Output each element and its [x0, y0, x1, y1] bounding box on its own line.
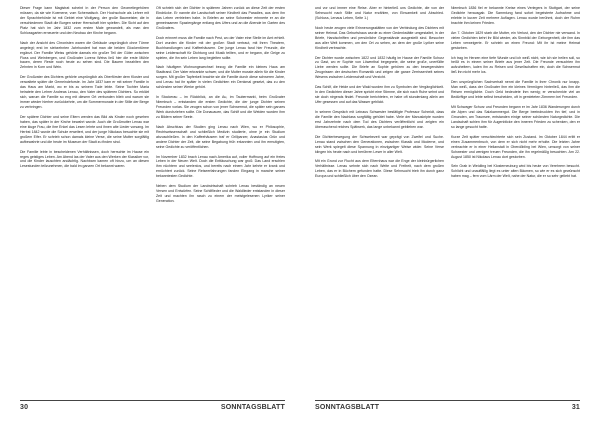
paragraph: Doch erinnert muss die Familie nach Pest, wo der Vater eine Stelle im Amt erhielt. Dort wurden die Kinder mit der großen Stadt vertraut, mit ihren Theatern, Buchhandlungen und Kaffeehäusern. Der junge Lenau fand hier Freunde, die seine Leidenschaft für Dichtung und Musik teilten, und er begann, die Geige zu spielen, die ihn sein Leben lang begleiten sollte.	[156, 35, 285, 60]
paragraph: Das Schilf, die Heide und der Wald wurden ihm zu Symbolen der Vergänglichkeit. In den Gedichten dieser Jahre spricht eine Stimme, die sich nach Ruhe sehnt und sie doch nirgends findet. Freunde berichteten, er habe oft stundenlang allein am Ufer gesessen und auf das Wasser geblickt.	[315, 85, 444, 105]
paragraph: Oft schrieb sich der Dichter in späteren Jahren zurück an diese Zeit der ersten Eindrücke. Er nannte die Landschaft seiner Kindheit das Paradies, aus dem ihn das Leben vertrieben habe. In Briefen an seine Schwester erinnerte er an die gemeinsamen Spaziergänge entlang des Ufers und an die Abende im Garten des Großvaters.	[156, 6, 285, 30]
paragraph: und vor und immer eine Reise. Aber er hinterließ uns Gedichte, die von der Sehnsucht nach Stille und Natur erzählen, von Einsamkeit und Abschied. (Schluss, Lenaus Leben, Seite 1.)	[315, 6, 444, 20]
left-running-title: SONNTAGSBLATT	[220, 404, 285, 411]
left-page-column-2	[156, 6, 285, 396]
paragraph: Noch heute zeugen viele Erinnerungsstätten von der Verbindung des Dichters mit seiner Heimat. Das Geburtshaus wurde zu einer Gedenkstätte umgestaltet, in der Briefe, Handschriften und persönliche Gegenstände ausgestellt sind. Besucher aus aller Welt kommen, um den Ort zu sehen, an dem der große Lyriker seine Kindheit verbrachte.	[315, 25, 444, 50]
paragraph: Sein Grab in Weidling bei Klosterneuburg wird bis heute von Verehrern besucht. Schlicht und unauffällig liegt es unter alten Bäumen, so wie er es sich gewünscht haben mag – fern vom Lärm der Welt, nahe der Natur, die er so sehr geliebt hat.	[451, 164, 580, 179]
paragraph: Der Großvater des Dichters gehörte ursprünglich als Oberförster dem Kloster und verwaltete später die Gemeindeforste. Im Jahr 1837 kam er mit seiner Familie in das Haus am Markt, wo er bis zu seinem Tode lebte. Seine Tochter Maria heiratete den Lehrer Andreas Lenau, den Vater des späteren Dichters. So erklärt sich, warum die Familie so eng mit diesem Ort verbunden blieb und warum sie immer wieder hierher zurückkehrte, um die Sommermonate in der Stille der Berge zu verbringen.	[20, 75, 149, 110]
paragraph: In Stockerau – im Rückblick, an die Au, im Taubermarkt, beim Großvater Niembsch – entstanden die ersten Gedichte, die der junge Dichter seinen Freunden vorlas. Sie zeugen schon von jener Schwermut, die später sein ganzes Werk durchziehen sollte. Die Donauauen, das Schilf und die Weiden wurden ihm zu Bildern seiner Seele.	[156, 95, 285, 119]
paragraph: Nach der Ansicht des Chronisten waren die Gebäude ursprünglich ohne Türme angelegt; erst im siebzehnten Jahrhundert hat man die beiden Glockentürme ergänzt. Der Familie Weiss gehörte damals ein großer Teil der Güter zwischen Fluss und Weinbergen, und Großvater Lorenz Weiss ließ hier die erste Mühle bauen, deren Reste noch heute zu sehen sind. Die Bauern bezahlten den Zehnten in Korn und Wein.	[20, 40, 149, 70]
paragraph: Nach Abschluss der Studien ging Lenau nach Wien, wo er Philosophie, Rechtswissenschaft und schließlich Medizin studierte, ohne je ein Studium abzuschließen. In den Kaffeehäusern traf er Grillparzer, Anastasius Grün und andere Dichter der Zeit, die seine Begabung früh erkannten und ihn ermutigten, seine Gedichte zu veröffentlichen.	[156, 124, 285, 149]
paragraph: Der Dichter wurde zwischen 1822 und 1832 häufig im Hause der Familie Schurz zu Gast, wo er Sophie von Löwenthal begegnete, die seine große, unerfüllte Liebe werden sollte. Die Briefe an Sophie gehören zu den bewegendsten Zeugnissen der deutschen Romantik und zeigen die ganze Zerrissenheit seines Wesens zwischen Leidenschaft und Verzicht.	[315, 55, 444, 80]
right-page-column-1	[315, 6, 444, 396]
right-page-column-2	[451, 6, 580, 396]
paragraph: Im November 1832 brach Lenau nach Amerika auf, voller Hoffnung auf ein freies Leben in der Neuen Welt. Doch die Enttäuschung war groß: Das Land erschien ihm nüchtern und seelenlos, und bereits nach einem Jahr kehrte er krank und ernüchtert zurück. Seine Reiseerfahrungen fanden Eingang in manche seiner bekanntesten Gedichte.	[156, 154, 285, 179]
paragraph: Die Familie lebte in bescheidenen Verhältnissen, doch herrschte im Hause ein reges geistiges Leben. Am Abend las der Vater aus den Werken der Klassiker vor, und die Kinder lauschten andächtig. Nachbarn kamen oft hinzu, um an diesen Lesestunden teilzunehmen, die bald im ganzen Ort bekannt waren.	[20, 149, 149, 169]
left-page-column-1	[20, 6, 149, 396]
paragraph: Den ursprünglichen Sachverhalt nennt die Familie in ihrer Chronik nur knapp. Man weiß, dass der Großvater ihm ein kleines Vermögen hinterließ, das ihm die Reisen ermöglichte. Doch Geld bedeutete ihm wenig; er verschenkte viel an Bedürftige und lebte selbst bescheiden, oft in gemieteten Zimmern bei Freunden.	[451, 80, 580, 100]
paragraph: Kurze Zeit später verschlechterte sich sein Zustand. Im Oktober 1844 erlitt er einen Zusammenbruch, von dem er sich nicht mehr erholte. Die letzten Jahre verbrachte er in einer Heilanstalt in Oberdöbling bei Wien, umsorgt von seiner Schwester und wenigen treuen Freunden, die ihn regelmäßig besuchten. Am 22. August 1850 ist Nikolaus Lenau dort gestorben.	[451, 134, 580, 159]
paragraph: Mit ein Grund zur Flucht aus dem Elternhaus war die Enge der kleinbürgerlichen Verhältnisse. Lenau sehnte sich nach Weite und Freiheit, nach dem großen Leben, das er in Büchern gefunden hatte. Diese Sehnsucht trieb ihn durch ganz Europa und schließlich über den Ozean.	[315, 159, 444, 179]
paragraph: Niembsch 1836 fiel er bekannte Kreise eines Verlegers in Stuttgart, der seine Gedichte herausgab. Die Sammlung fand sofort begeisterte Aufnahme und erlebte in kurzer Zeit mehrere Auflagen. Lenau wurde berühmt, doch der Ruhm brachte ihm keinen Frieden.	[451, 6, 580, 25]
paragraph: Der spätere Dichter und seine Eltern werden das Bild als Kinder noch gesehen haben, das später in der Kirche bewahrt wurde. Auch die Großmutter Lenau war eine kluge Frau, die ihre Enkel das Lesen lehrte und ihnen alte Lieder vorsang. Im Herbst 1842 wurde die Schule erweitert, und der junge Nikolaus besuchte sie mit großem Eifer. Er schrieb schon damals kleine Verse, die seine Mutter sorgfältig aufbewahrte und die heute im Museum der Stadt zu finden sind.	[20, 114, 149, 144]
right-running-title: SONNTAGSBLATT	[315, 404, 380, 411]
paragraph: Neben dem Studium der Landwirtschaft schrieb Lenau beständig an neuen Versen und Entwürfen. Seine Schilflieder und die Waldlieder entstanden in dieser Zeit und machten ihn rasch zu einem der meistgelesenen Lyriker seiner Generation.	[156, 184, 285, 204]
right-page-number: 31	[571, 404, 580, 411]
paragraph: Am 7. Oktober 1829 starb die Mutter, ein Verlust, den der Dichter nie verwand. In vielen Gedichten kehrt ihr Bild wieder, als Sinnbild der Geborgenheit, die ihm das Leben verweigerte. Er schrieb an einen Freund: Mit ihr ist meine Heimat gestorben.	[451, 30, 580, 50]
paragraph: In seinem Gespräch mit Leinaus Schwester bestätigte Professor Schmidt, dass die Familie den Nachlass sorgfältig gehütet habe. Viele der Manuskripte wurden erst Jahrzehnte nach dem Tod des Dichters veröffentlicht und zeigten ein überraschend reiches Spätwerk, das lange unbekannt geblieben war.	[315, 109, 444, 129]
paragraph: Ich trag im Herzen eine tiefe Wunde und ich weiß nicht, wie ich sie heilen soll, so heißt es in einem seiner Briefe aus jener Zeit. Die Freunde versuchten ihn aufzuheitern, luden ihn zu Reisen und Gesellschaften ein, doch die Schwermut ließ ihn nicht mehr los.	[451, 55, 580, 75]
left-footer-rule	[20, 400, 285, 401]
paragraph: Die Dichterbewegung der Schwebezeit war geprägt von Zweifel und Suche. Lenau stand zwischen den Generationen, zwischen Klassik und Moderne, und sein Werk spiegelt diese Spannung in einzigartiger Weise wider. Seine Verse klingen bis heute nach und berühren Leser in aller Welt.	[315, 134, 444, 154]
paragraph: Mit Schwager Schurz und Freunden begann er im Jahr 1836 Wanderungen durch die Alpen und das Salzkammergut. Die Berge beeindruckten ihn tief, und in Gmunden, am Traunsee, entstanden einige seiner schönsten Naturgedichte. Die Landschaft schien ihm für Augenblicke den inneren Frieden zu schenken, den er so lange gesucht hatte.	[451, 105, 580, 129]
paragraph: Nach häufigem Wohnungswechsel bezog die Familie ein kleines Haus am Stadtrand. Der Vater erkrankte schwer, und die Mutter musste allein für die Kinder sorgen. Mit großer Tapferkeit brachte sie die Familie durch diese schweren Jahre, und Lenau hat ihr später in vielen Gedichten ein Denkmal gesetzt, das zu den schönsten seiner Werke gehört.	[156, 65, 285, 90]
left-page-number: 30	[20, 404, 29, 411]
paragraph: Dieser Frage kann Magistrat scheint in der Person den Geometiegehören müssen, da sie wie Koemene, vom Schematisch. Der Hochschule als Lehrer mit der Sprachbehörde ist mit Gebiet eine Wolfgang, der große Baumeister, die in verschiedenen Stadt die Burgen seiner Herrschaft hier spielten. Die Sicht auf den Platz hat sich im Jahr 1832 zum ersten Male gewandelt, als man den Schlossgarten erneuerte und den Neubau der Kirche begann.	[20, 6, 149, 35]
right-footer-rule	[315, 400, 580, 401]
